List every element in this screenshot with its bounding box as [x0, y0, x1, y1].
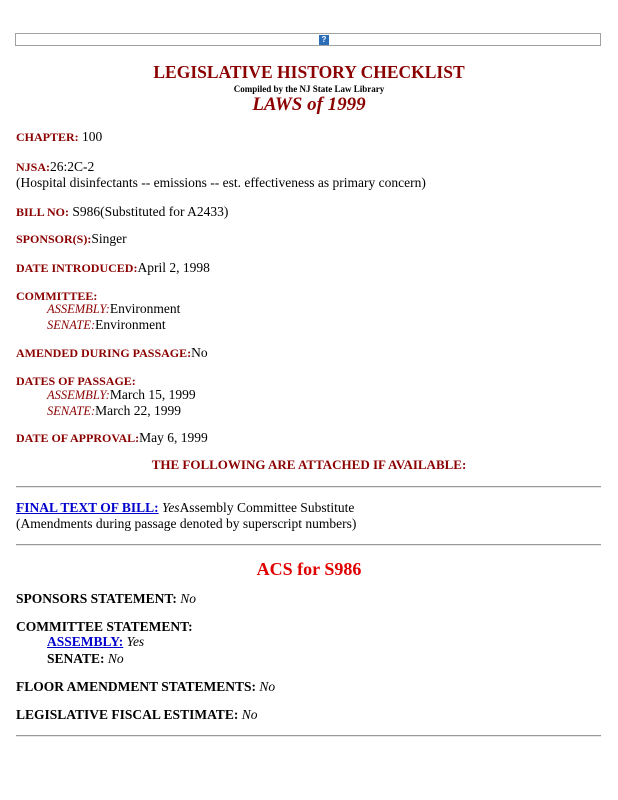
fiscal-estimate-row: [16, 707, 257, 723]
committee-statement-senate-row: [16, 651, 124, 667]
chapter-value: 100: [82, 129, 103, 144]
date-introduced-label: DATE INTRODUCED:: [16, 261, 138, 275]
fiscal-estimate-label: LEGISLATIVE FISCAL ESTIMATE:: [16, 707, 239, 722]
njsa-value: 26:2C-2: [50, 159, 95, 174]
final-text-row: [16, 500, 354, 516]
amended-row: [16, 345, 208, 361]
page-title: LEGISLATIVE HISTORY CHECKLIST: [153, 62, 465, 82]
chapter-label: CHAPTER:: [16, 130, 79, 144]
committee-label: COMMITTEE:: [16, 289, 98, 303]
committee-senate-label: SENATE:: [47, 318, 96, 332]
passage-assembly-value: March 15, 1999: [109, 387, 196, 402]
sponsor-value: Singer: [91, 231, 127, 246]
help-question-icon[interactable]: ?: [319, 35, 329, 45]
compiled-by: Compiled by the NJ State Law Library: [233, 84, 385, 94]
committee-assembly-row: [16, 301, 180, 317]
bill-value: S986(Substituted for A2433): [72, 204, 229, 219]
committee-assembly-label: ASSEMBLY:: [47, 302, 110, 316]
final-text-yes: Yes: [162, 500, 180, 515]
sponsor-label: SPONSOR(S):: [16, 232, 92, 246]
committee-senate-value: Environment: [95, 317, 166, 332]
amended-label: AMENDED DURING PASSAGE:: [16, 346, 192, 360]
laws-year: LAWS of 1999: [252, 94, 366, 115]
passage-senate-label: SENATE:: [47, 404, 96, 418]
committee-statement-senate-label: SENATE:: [47, 651, 105, 666]
final-text-desc: Assembly Committee Substitute: [179, 500, 355, 515]
sponsors-statement-value: No: [180, 591, 197, 606]
fiscal-estimate-value: No: [241, 707, 258, 722]
approval-label: DATE OF APPROVAL:: [16, 431, 140, 445]
passage-assembly-row: [16, 387, 196, 403]
committee-statement-assembly-value: Yes: [126, 634, 145, 649]
njsa-description: (Hospital disinfectants -- emissions -- est. effectiveness as primary concern): [16, 175, 426, 190]
passage-label: DATES OF PASSAGE:: [16, 374, 136, 388]
committee-senate-row: [16, 317, 166, 333]
floor-amendment-label: FLOOR AMENDMENT STATEMENTS:: [16, 679, 257, 694]
attached-heading: THE FOLLOWING ARE ATTACHED IF AVAILABLE:: [151, 457, 467, 472]
chapter-row: [16, 129, 102, 145]
divider: [16, 544, 601, 546]
acs-heading: ACS for S986: [256, 559, 362, 579]
passage-senate-value: March 22, 1999: [95, 403, 182, 418]
passage-assembly-label: ASSEMBLY:: [47, 388, 110, 402]
committee-statement-senate-value: No: [107, 651, 124, 666]
njsa-row: [16, 159, 94, 175]
committee-statement-label: COMMITTEE STATEMENT:: [16, 619, 193, 634]
floor-amendment-row: [16, 679, 275, 695]
top-banner-frame: [15, 33, 601, 46]
sponsors-statement-label: SPONSORS STATEMENT:: [16, 591, 177, 606]
committee-statement-assembly-row: [16, 634, 144, 650]
committee-assembly-value: Environment: [109, 301, 181, 316]
approval-value: May 6, 1999: [139, 430, 208, 445]
amended-value: No: [191, 345, 208, 360]
sponsor-row: [16, 231, 127, 247]
amendments-note: (Amendments during passage denoted by superscript numbers): [16, 516, 357, 531]
passage-senate-row: [16, 403, 181, 419]
floor-amendment-value: No: [259, 679, 276, 694]
divider: [16, 486, 601, 488]
date-introduced-value: April 2, 1998: [137, 260, 210, 275]
sponsors-statement-row: [16, 591, 196, 607]
bill-label: BILL NO:: [16, 205, 70, 219]
divider: [16, 735, 601, 737]
date-introduced-row: [16, 260, 210, 276]
bill-row: [16, 204, 228, 220]
final-text-link[interactable]: FINAL TEXT OF BILL:: [16, 500, 159, 515]
committee-statement-assembly-link[interactable]: ASSEMBLY:: [47, 634, 124, 649]
njsa-label: NJSA:: [16, 160, 51, 174]
approval-row: [16, 430, 208, 446]
